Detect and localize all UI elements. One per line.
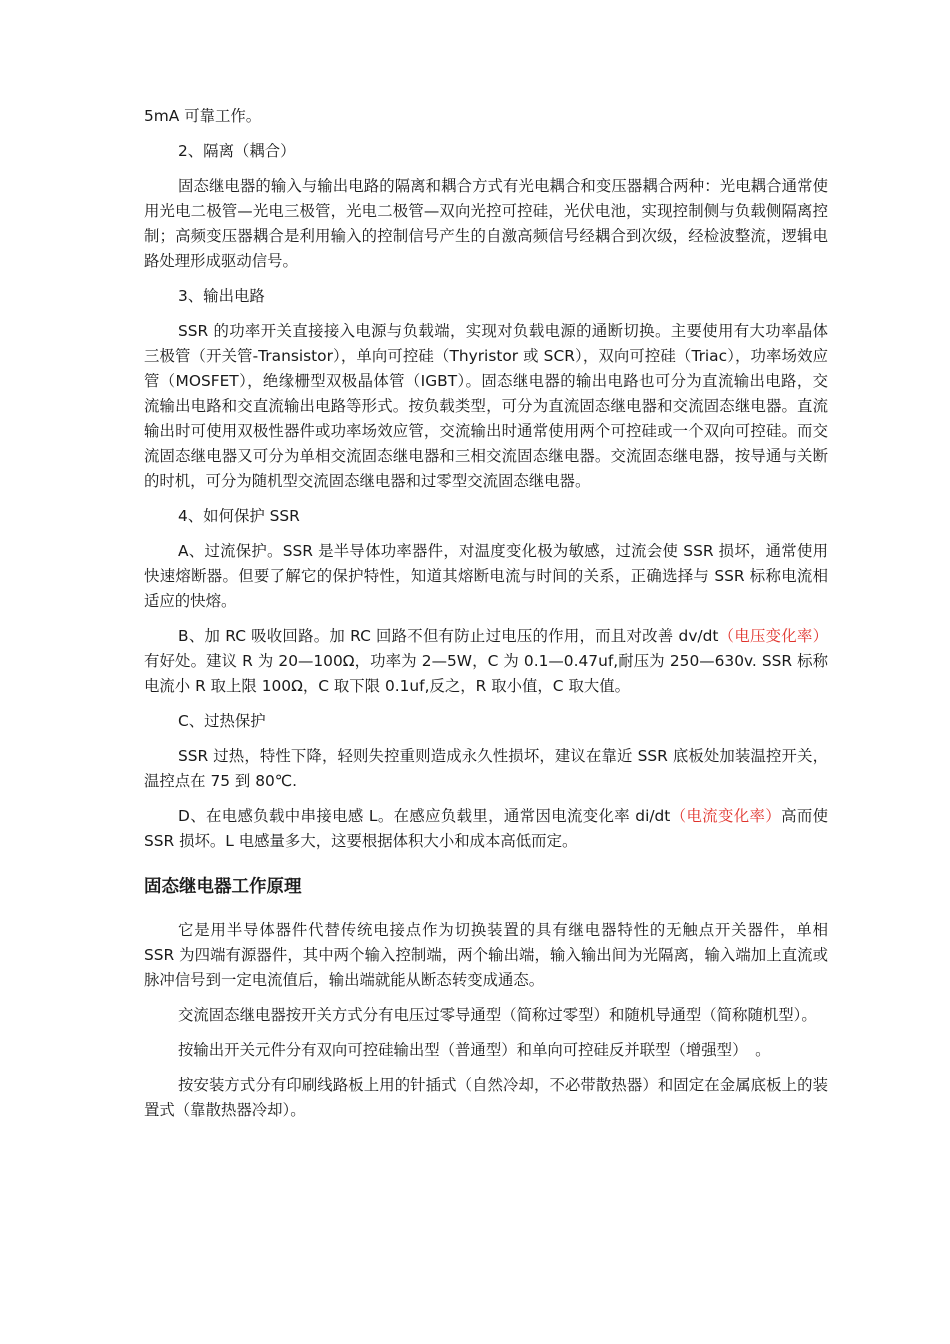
section-isolation-title: 2、隔离（耦合） [178, 142, 296, 160]
paragraph-rc-snubber [144, 624, 828, 699]
section-protection-title: 4、如何保护 SSR [178, 507, 300, 525]
paragraph-principle: 它是用半导体器件代替传统电接点作为切换装置的具有继电器特性的无触点开关器件，单相 SSR 为四端有源器件，其中两个输入控制端，两个输出端，输入输出间为光隔离，输入端加上直流或脉冲信号到一定电流值后，输出端就能从断态转变成通态。 [144, 921, 828, 989]
document-page [144, 104, 828, 1133]
inductor-text-start: D、在电感负载中串接电感 L。在感应负载里，通常因电流变化率 di/dt [178, 807, 671, 825]
rc-text-start: B、加 RC 吸收回路。加 RC 回路不但有防止过电压的作用，而且对改善 dv/dt [178, 627, 719, 645]
voltage-rate-note: （电压变化率） [718, 627, 828, 645]
paragraph-switch-mode: 交流固态继电器按开关方式分有电压过零导通型（简称过零型）和随机导通型（简称随机型）。 [178, 1006, 817, 1024]
paragraph-output-element: 按输出开关元件分有双向可控硅输出型（普通型）和单向可控硅反并联型（增强型） 。 [178, 1041, 771, 1059]
section-output-title: 3、输出电路 [178, 287, 265, 305]
section-overheat-title: C、过热保护 [178, 712, 266, 730]
section-heading-working-principle: 固态继电器工作原理 [144, 877, 302, 897]
paragraph-overcurrent: A、过流保护。SSR 是半导体功率器件，对温度变化极为敏感，过流会使 SSR 损坏，通常使用快速熔断器。但要了解它的保护特性，知道其熔断电流与时间的关系，正确选择与 SSR 标称电流相适应的快熔。 [144, 542, 828, 610]
current-rate-note: （电流变化率） [670, 807, 782, 825]
inductor-text-end: 高而使 SSR 损坏。L 电感量多大，这要根据体积大小和成本高低而定。 [144, 807, 828, 850]
rc-text-end: 有好处。建议 R 为 20—100Ω，功率为 2—5W，C 为 0.1—0.47uf,耐压为 250—630v. SSR 标称电流小 R 取上限 100Ω，C 取下限 0.1uf,反之，R 取小值，C 取大值。 [144, 652, 828, 695]
paragraph-mounting: 按安装方式分有印刷线路板上用的针插式（自然冷却，不必带散热器）和固定在金属底板上的装置式（靠散热器冷却）。 [144, 1076, 828, 1119]
paragraph-overheat: SSR 过热，特性下降，轻则失控重则造成永久性损坏，建议在靠近 SSR 底板处加装温控开关，温控点在 75 到 80℃. [144, 747, 828, 790]
paragraph-output-circuit: SSR 的功率开关直接接入电源与负载端，实现对负载电源的通断切换。主要使用有大功率晶体三极管（开关管-Transistor），单向可控硅（Thyristor 或 SCR），双向可控硅（Triac），功率场效应管（MOSFET），绝缘栅型双极晶体管（IGBT）。固态继电器的输出电路也可分为直流输出电路，交流输出电路和交直流输出电路等形式。按负载类型，可分为直流固态继电器和交流固态继电器。直流输出时可使用双极性器件或功率场效应管，交流输出时通常使用两个可控硅或一个双向可控硅。而交流固态继电器又可分为单相交流固态继电器和三相交流固态继电器。交流固态继电器，按导通与关断的时机，可分为随机型交流固态继电器和过零型交流固态继电器。 [144, 322, 828, 490]
paragraph-input-current: 5mA 可靠工作。 [144, 107, 262, 125]
paragraph-inductor [144, 804, 828, 854]
paragraph-isolation: 固态继电器的输入与输出电路的隔离和耦合方式有光电耦合和变压器耦合两种：光电耦合通常使用光电二极管—光电三极管，光电二极管—双向光控可控硅，光伏电池，实现控制侧与负载侧隔离控制；高频变压器耦合是利用输入的控制信号产生的自激高频信号经耦合到次级，经检波整流，逻辑电路处理形成驱动信号。 [144, 177, 828, 270]
